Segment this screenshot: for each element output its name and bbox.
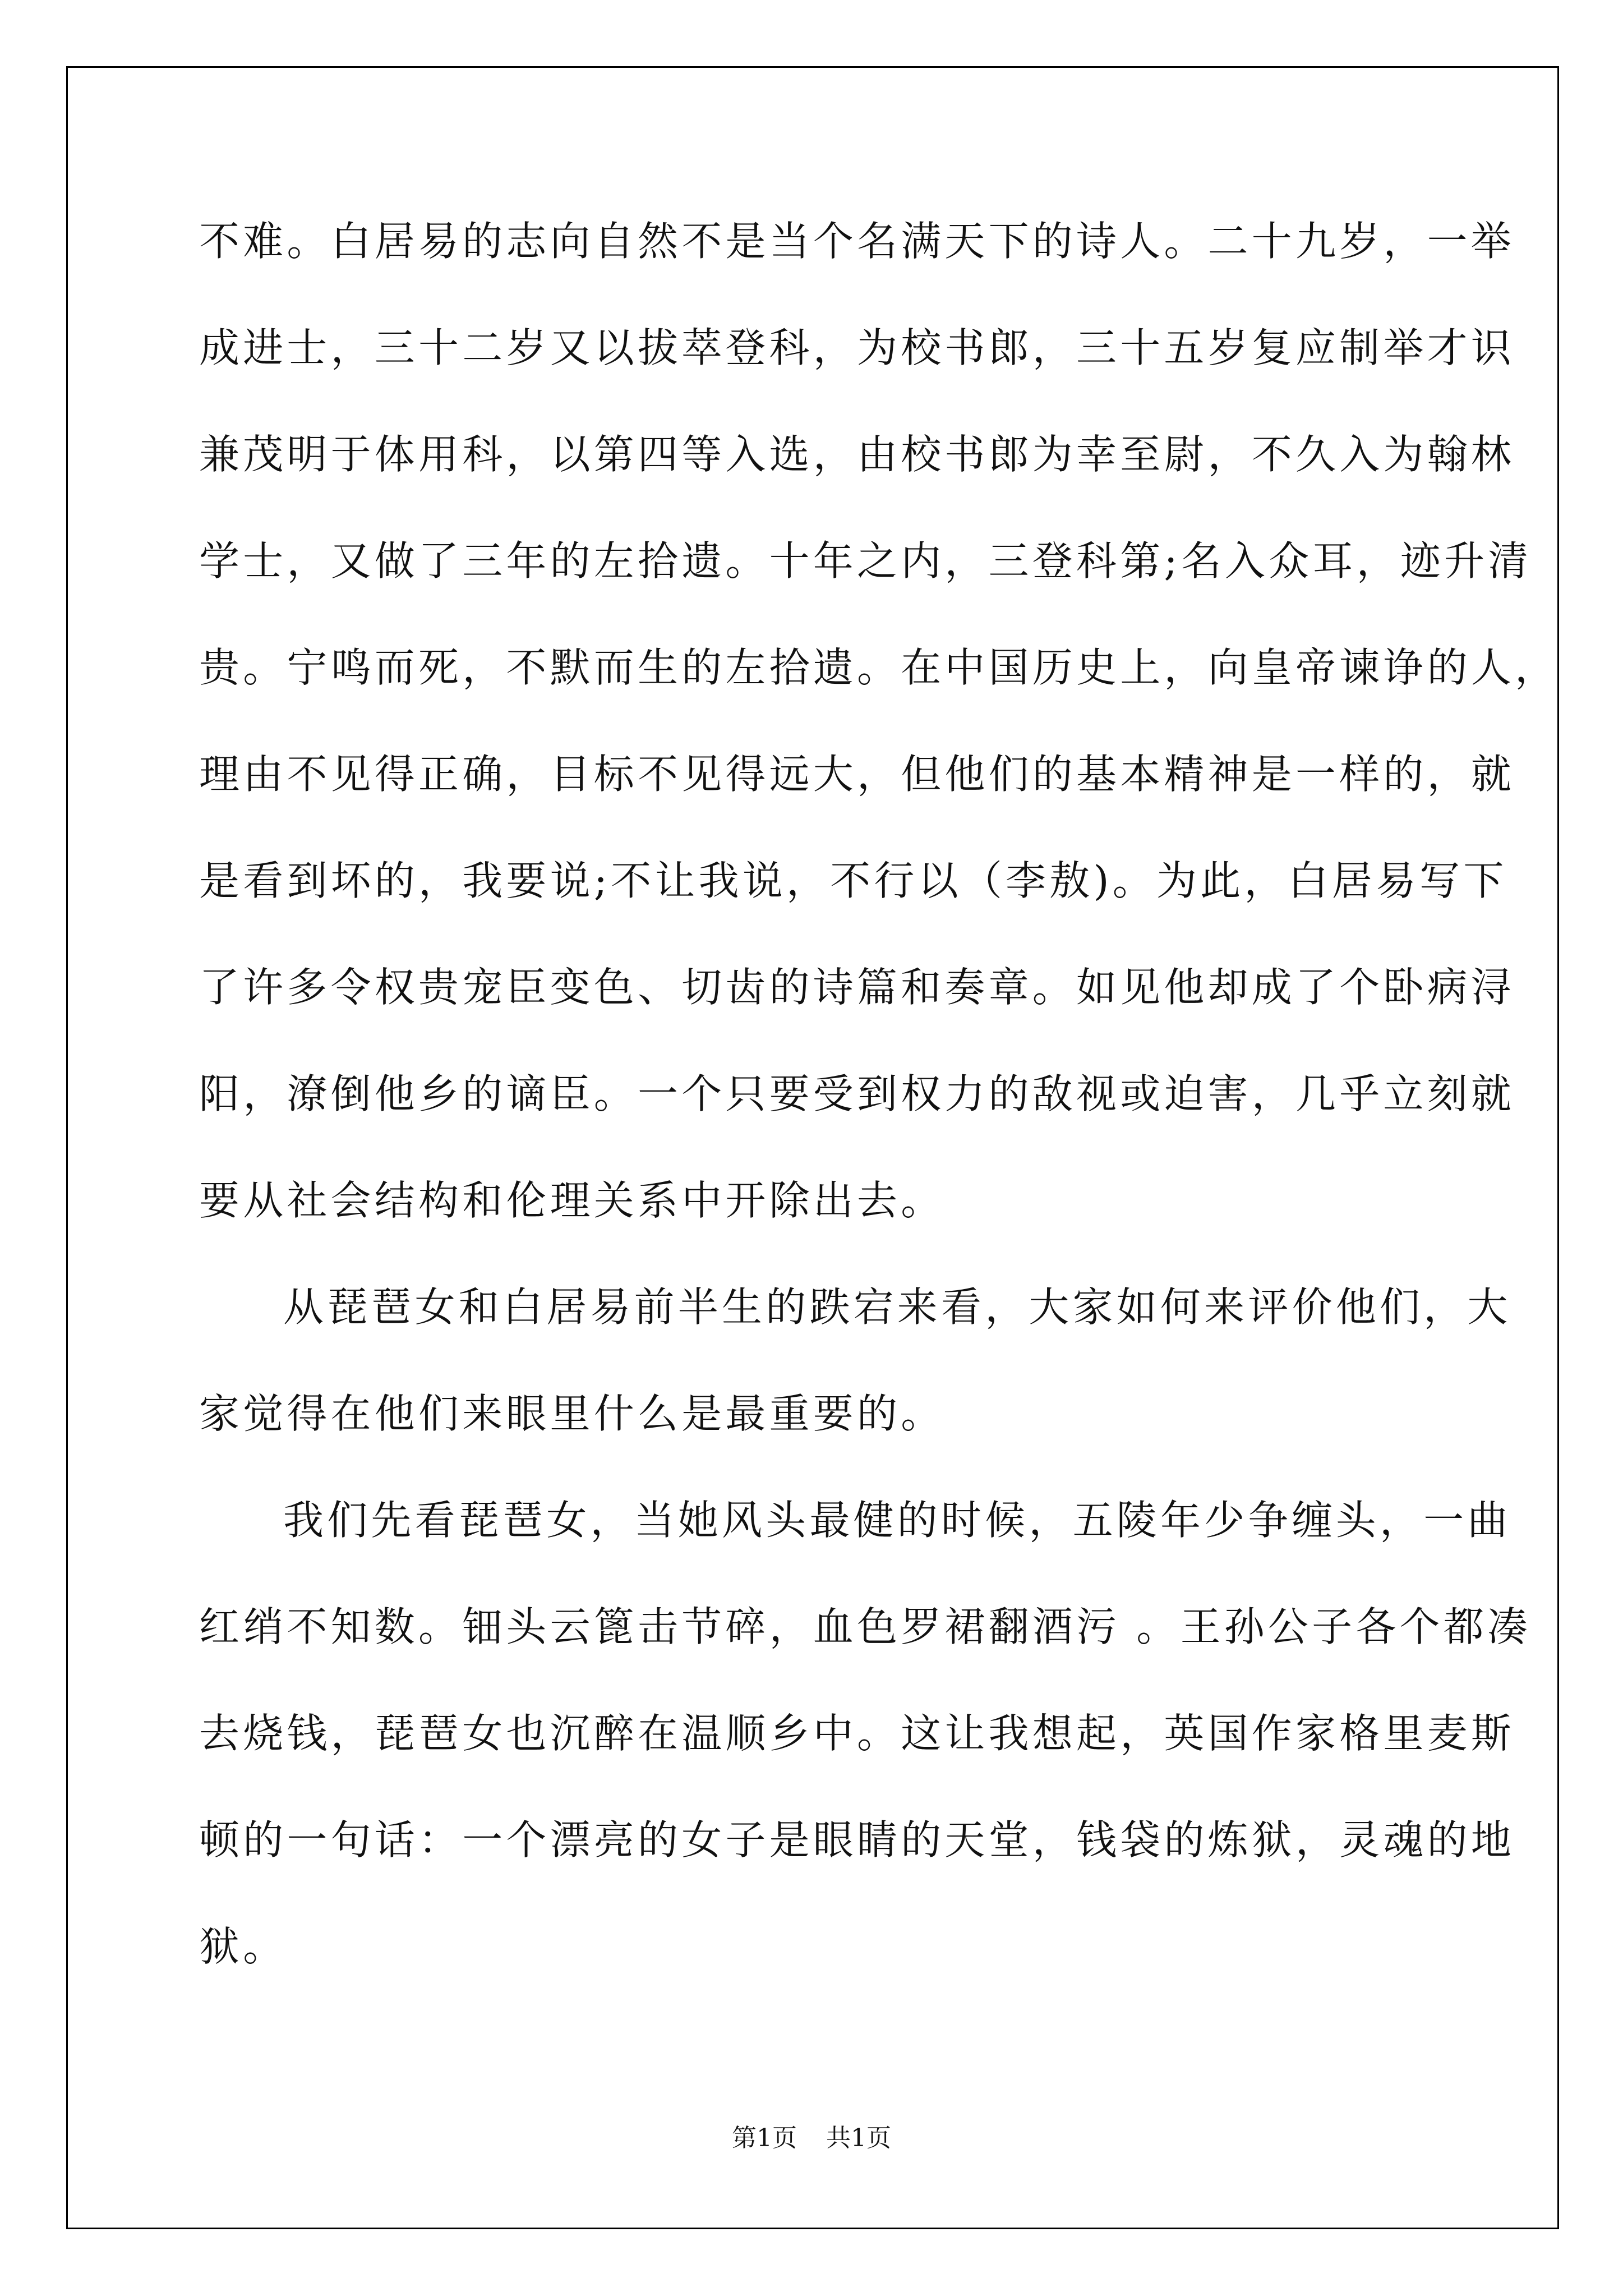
text-line: 阳，潦倒他乡的谪臣。一个只要受到权力的敌视或迫害，几乎立刻就 [199,1070,1515,1117]
paragraph-first-line: 从琵琶女和白居易前半生的跌宕来看，大家如何来评价他们，大 [283,1283,1511,1331]
text-line: 是看到坏的，我要说;不让我说，不行以（李敖)。为此，白居易写下 [199,857,1507,904]
text-line: 不难。白居易的志向自然不是当个名满天下的诗人。二十九岁，一举 [199,218,1515,265]
text-line: 成进士，三十二岁又以拔萃登科，为校书郎，三十五岁复应制举才识 [199,324,1515,371]
text-line: 了许多令权贵宠臣变色、切齿的诗篇和奏章。如见他却成了个卧病浔 [199,964,1515,1011]
text-line: 顿的一句话：一个漂亮的女子是眼睛的天堂，钱袋的炼狱，灵魂的地 [199,1816,1515,1864]
text-line: 贵。宁鸣而死，不默而生的左拾遗。在中国历史上，向皇帝谏诤的人， [199,644,1559,691]
document-body [199,213,1559,2025]
text-line: 理由不见得正确，目标不见得远大，但他们的基本精神是一样的，就 [199,751,1515,798]
text-line: 学士，又做了三年的左拾遗。十年之内，三登科第;名入众耳，迹升清 [199,537,1532,585]
page-total: 共1页 [826,2124,891,2152]
page-footer [0,2122,1623,2155]
text-line: 兼茂明于体用科，以第四等入选，由校书郎为幸至尉，不久入为翰林 [199,431,1515,478]
paragraph-first-line: 我们先看琵琶女，当她风头最健的时候，五陵年少争缠头，一曲 [283,1497,1511,1544]
text-line: 狱。 [199,1923,287,1970]
text-line: 红绡不知数。钿头云篦击节碎，血色罗裙翻酒污 。王孙公子各个都凑 [199,1603,1532,1650]
text-line: 去烧钱，琵琶女也沉醉在温顺乡中。这让我想起，英国作家格里麦斯 [199,1710,1515,1757]
page-number: 第1页 [732,2124,797,2152]
text-line: 家觉得在他们来眼里什么是最重要的。 [199,1390,945,1437]
text-line: 要从社会结构和伦理关系中开除出去。 [199,1177,945,1224]
